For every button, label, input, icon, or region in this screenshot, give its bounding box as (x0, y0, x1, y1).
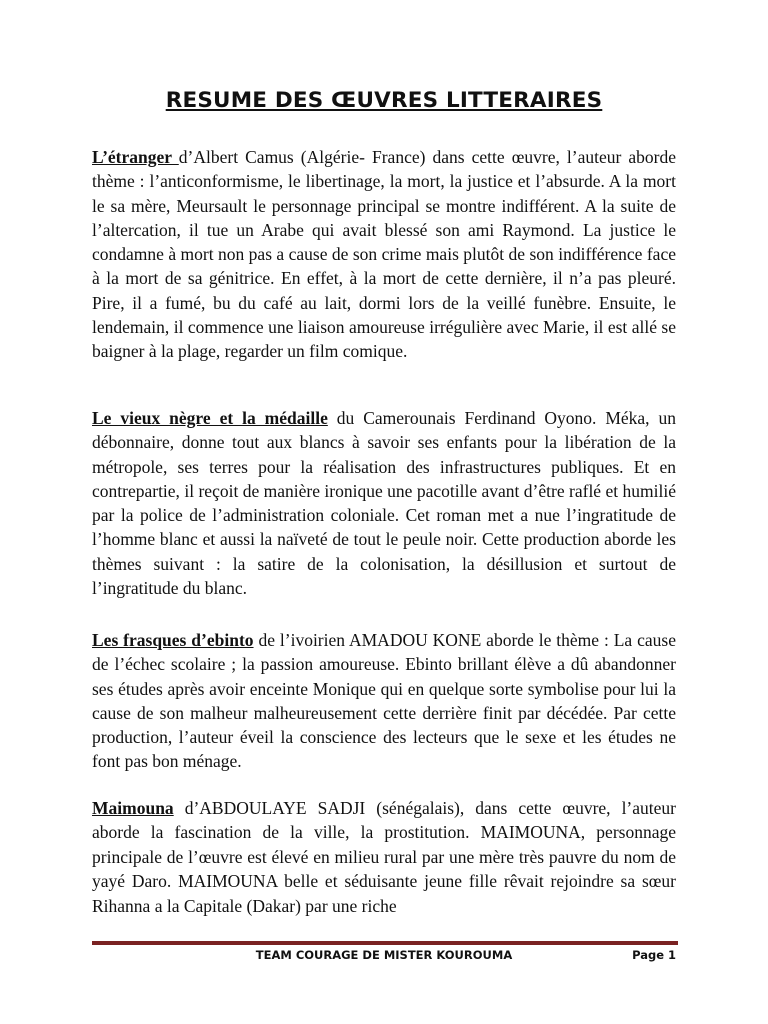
section-heading-maimouna: Maimouna (92, 798, 174, 818)
page-title: RESUME DES ŒUVRES LITTERAIRES (165, 88, 603, 113)
footer-page-number: Page 1 (632, 948, 676, 962)
paragraph-maimouna (92, 796, 676, 918)
section-heading-frasques-ebinto: Les frasques d’ebinto (92, 630, 254, 650)
footer-divider (92, 941, 678, 945)
footer-team-text: TEAM COURAGE DE MISTER KOUROUMA (255, 948, 513, 962)
section-body-maimouna: d’ABDOULAYE SADJI (sénégalais), dans cette œuvre, l’auteur aborde la fascination de la ville, la prostitution. MAIMOUNA, personnage principale de l’œuvre est élevé en milieu rural par une mère très pauvre du nom de yayé Daro. MAIMOUNA belle et séduisante jeune fille rêvait rejoindre sa sœur Rihanna a la Capitale (Dakar) par une riche (92, 798, 676, 916)
paragraph-frasques-ebinto (92, 628, 676, 774)
paragraph-vieux-negre (92, 406, 676, 600)
section-body-letranger: d’Albert Camus (Algérie- France) dans cette œuvre, l’auteur aborde thème : l’anticonformisme, le libertinage, la mort, la justice et l’absurde. A la mort le sa mère, Meursault le personnage principal se montre indifférent. A la suite de l’altercation, il tue un Arabe qui avait blessé son ami Raymond. La justice le condamne à mort non pas a cause de son crime mais plutôt de son indifférence face à la mort de sa génitrice. En effet, à la mort de cette dernière, il n’a pas pleuré. Pire, il a fumé, bu du café au lait, dormi lors de la veillé funèbre. Ensuite, le lendemain, il commence une liaison amoureuse irrégulière avec Marie, il est allé se baigner à la plage, regarder un film comique. (92, 147, 676, 362)
paragraph-letranger (92, 145, 676, 364)
section-heading-letranger: L’étranger (92, 147, 179, 167)
section-body-frasques-ebinto: de l’ivoirien AMADOU KONE aborde le thème : La cause de l’échec scolaire ; la passion amoureuse. Ebinto brillant élève a dû abandonner ses études après avoir enceinte Monique qui en quelque sorte symbolise pour lui la cause de son malheur malheureusement cette derrière finit par décédée. Par cette production, l’auteur éveil la conscience des lecteurs que le sexe et les études ne font pas bon ménage. (92, 630, 676, 772)
section-heading-vieux-negre: Le vieux nègre et la médaille (92, 408, 328, 428)
section-body-vieux-negre: du Camerounais Ferdinand Oyono. Méka, un débonnaire, donne tout aux blancs à savoir ses enfants pour la libération de la métropole, ses terres pour la réalisation des infrastructures publiques. Et en contrepartie, il reçoit de manière ironique une pacotille avant d’être raflé et humilié par la police de l’administration coloniale. Cet roman met a nue l’ingratitude de l’homme blanc et aussi la naïveté de tout le peule noir. Cette production aborde les thèmes suivant : la satire de la colonisation, la désillusion et surtout de l’ingratitude du blanc. (92, 408, 676, 599)
